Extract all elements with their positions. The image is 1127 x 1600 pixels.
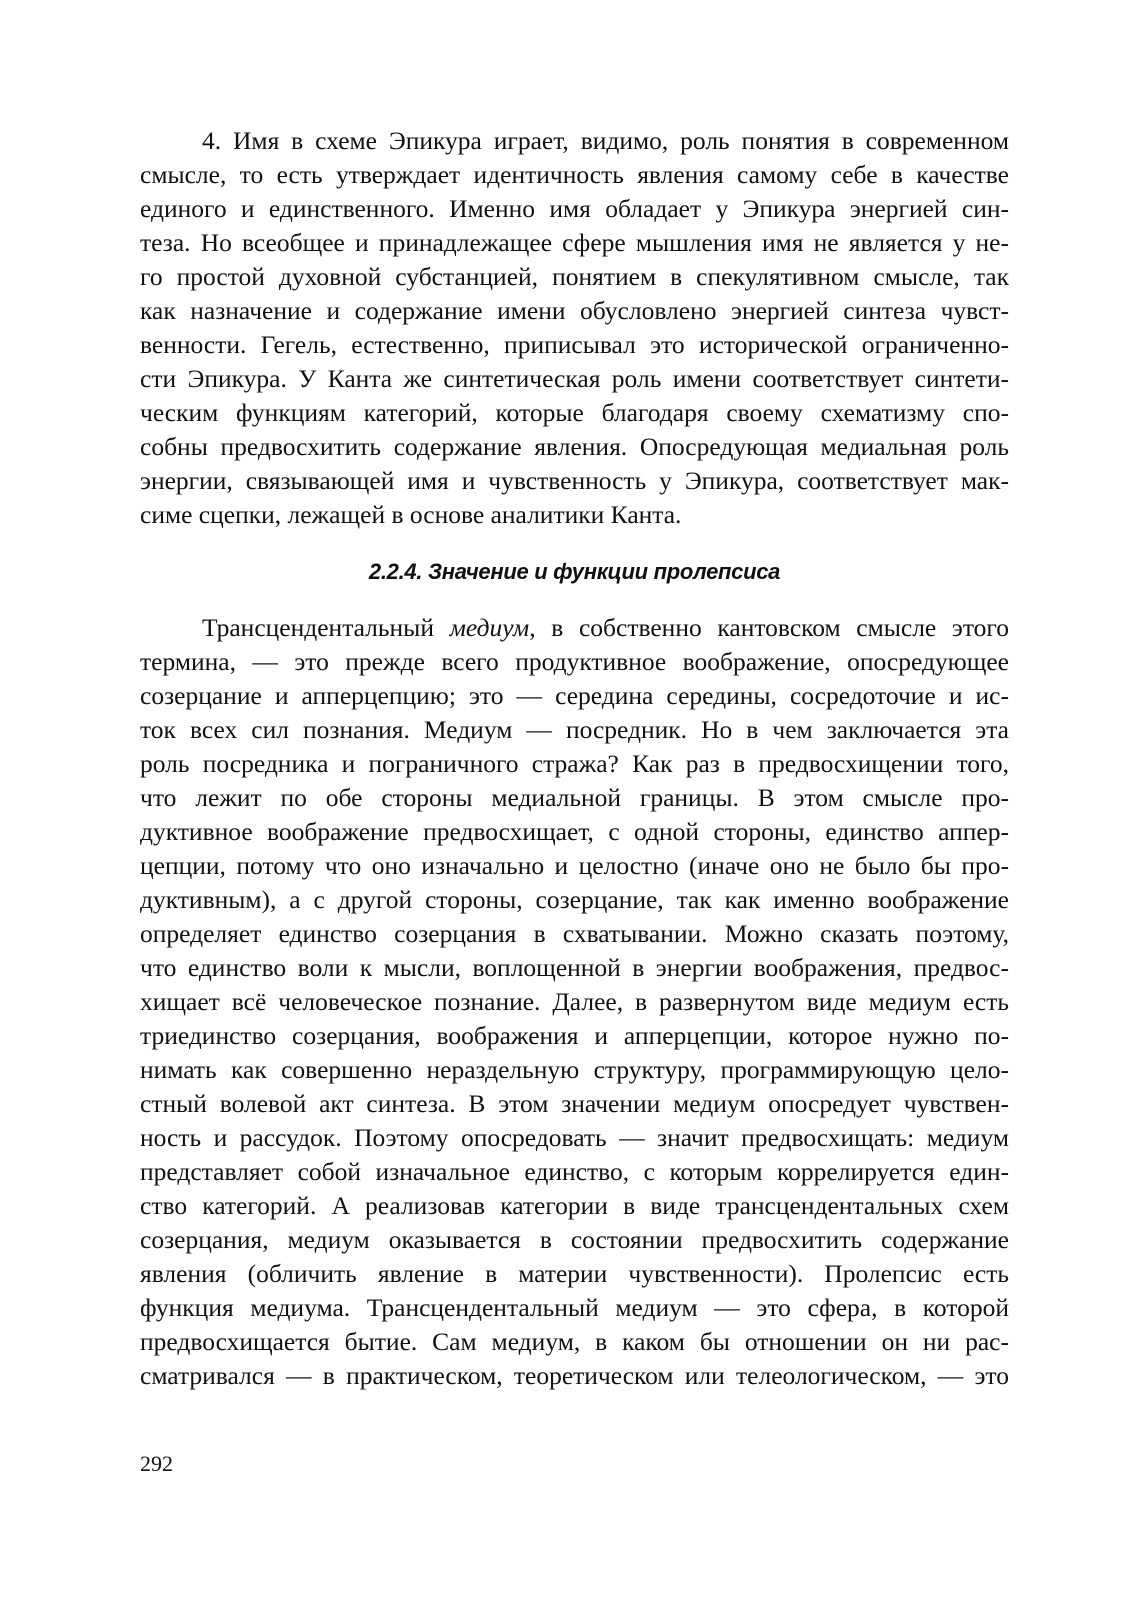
text-line: собны предвосхитить содержание явления. Опосредующая медиальная роль: [140, 432, 1009, 461]
text-line-first: [140, 611, 1009, 645]
section-heading: 2.2.4. Значение и функции пролепсиса: [368, 559, 781, 584]
text-line: ческим функциям категорий, которые благодаря своему схематизму спо-: [140, 398, 1009, 427]
text-line: как назначение и содержание имени обусловлено энергией синтеза чувст-: [140, 296, 1009, 325]
text-line: единого и единственного. Именно имя обладает у Эпикура энергией син-: [140, 194, 1009, 223]
text-line: предвосхищается бытие. Сам медиум, в каком бы отношении он ни рас-: [140, 1327, 1009, 1356]
text-line: явления (обличить явление в материи чувственности). Пролепсис есть: [140, 1259, 1009, 1288]
text-line: дуктивным), а с другой стороны, созерцание, так как именно воображение: [140, 885, 1009, 914]
text-run: Трансцендентальный: [202, 613, 450, 642]
text-line: го простой духовной субстанцией, понятием в спекулятивном смысле, так: [140, 262, 1009, 291]
text-line: энергии, связывающей имя и чувственность у Эпикура, соответствует мак-: [140, 466, 1009, 495]
text-line: определяет единство созерцания в схватывании. Можно сказать поэтому,: [140, 919, 1009, 948]
text-line: созерцания, медиум оказывается в состоянии предвосхитить содержание: [140, 1225, 1009, 1254]
text-run: , в собственно кантовском смысле этого: [529, 613, 1009, 642]
text-line: дуктивное воображение предвосхищает, с одной стороны, единство аппер-: [140, 817, 1009, 846]
text-line: сти Эпикура. У Канта же синтетическая роль имени соответствует синтети-: [140, 364, 1009, 393]
text-line: цепции, потому что оно изначально и целостно (иначе оно не было бы про-: [140, 851, 1009, 880]
text-line: функция медиума. Трансцендентальный медиум — это сфера, в которой: [140, 1293, 1009, 1322]
text-line: венности. Гегель, естественно, приписывал это исторической ограниченно-: [140, 330, 1009, 359]
text-line: 4. Имя в схеме Эпикура играет, видимо, роль понятия в современном: [202, 126, 1009, 155]
paragraph-epicurus-name: [140, 124, 1009, 532]
page-number: 292: [140, 1451, 173, 1476]
paragraph-transcendental-medium: [140, 611, 1009, 1393]
text-line: хищает всё человеческое познание. Далее, в развернутом виде медиум есть: [140, 987, 1009, 1016]
text-line: ство категорий. А реализовав категории в виде трансцендентальных схем: [140, 1191, 1009, 1220]
text-line: сматривался — в практическом, теоретическом или телеологическом, — это: [140, 1361, 1009, 1390]
text-line: теза. Но всеобщее и принадлежащее сфере мышления имя не является у не-: [140, 228, 1009, 257]
emphasized-term: медиум: [449, 613, 530, 642]
text-line: нимать как совершенно нераздельную структуру, программирующую цело-: [140, 1055, 1009, 1084]
text-line: смысле, то есть утверждает идентичность явления самому себе в качестве: [140, 160, 1009, 189]
text-line: роль посредника и пограничного стража? Как раз в предвосхищении того,: [140, 749, 1009, 778]
text-line: представляет собой изначальное единство, с которым коррелируется един-: [140, 1157, 1009, 1186]
text-line: ток всех сил познания. Медиум — посредник. Но в чем заключается эта: [140, 715, 1009, 744]
text-line: что лежит по обе стороны медиальной границы. В этом смысле про-: [140, 783, 1009, 812]
text-line: созерцание и апперцепцию; это — середина середины, сосредоточие и ис-: [140, 681, 1009, 710]
text-line: термина, — это прежде всего продуктивное воображение, опосредующее: [140, 647, 1009, 676]
text-line: что единство воли к мысли, воплощенной в энергии воображения, предвос-: [140, 953, 1009, 982]
text-line: триединство созерцания, воображения и апперцепции, которое нужно по-: [140, 1021, 1009, 1050]
text-line: ность и рассудок. Поэтому опосредовать — значит предвосхищать: медиум: [140, 1123, 1009, 1152]
text-line: стный волевой акт синтеза. В этом значении медиум опосредует чувствен-: [140, 1089, 1009, 1118]
text-line: симе сцепки, лежащей в основе аналитики Канта.: [140, 500, 682, 529]
